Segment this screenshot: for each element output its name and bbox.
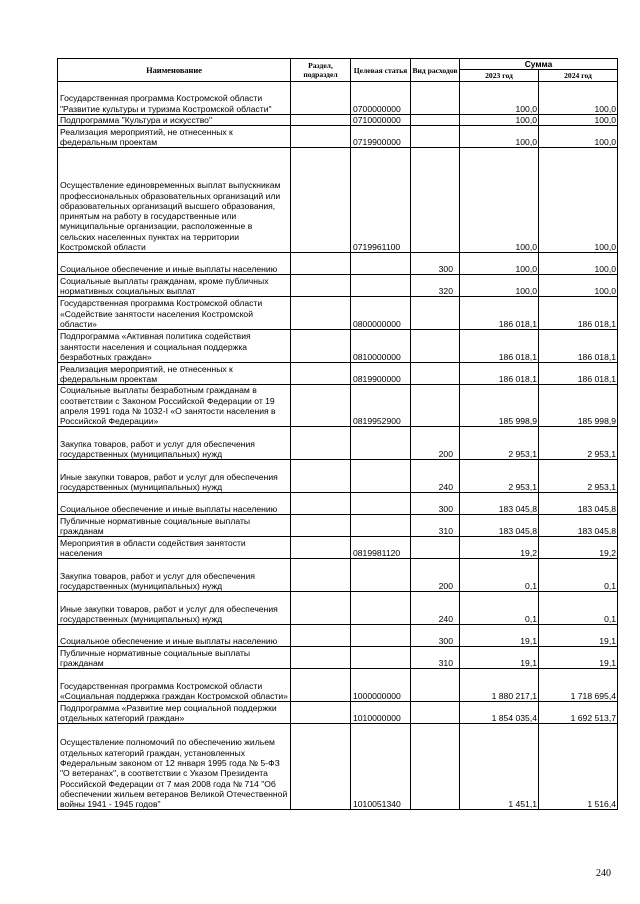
- row-sum-2024: 19,2: [539, 537, 618, 559]
- row-target: [351, 275, 411, 297]
- row-name: Социальные выплаты гражданам, кроме публичных нормативных социальных выплат: [58, 275, 291, 297]
- row-section: [291, 253, 351, 275]
- row-sum-2024: 2 953,1: [539, 427, 618, 460]
- row-name: Социальные выплаты безработным гражданам в соответствии с Законом Российской Федерации от 19 апреля 1991 года № 1032-I «О занятости населения в Российской Федерации»: [58, 385, 291, 427]
- row-sum-2024: 1 516,4: [539, 724, 618, 810]
- row-expense-type: [411, 330, 460, 363]
- row-expense-type: [411, 385, 460, 427]
- row-sum-2023: 0,1: [460, 592, 539, 625]
- page-number: 240: [596, 868, 611, 879]
- table-row: [58, 702, 618, 724]
- row-sum-2024: 100,0: [539, 253, 618, 275]
- row-name: Государственная программа Костромской области "Развитие культуры и туризма Костромской области": [58, 82, 291, 115]
- row-expense-type: [411, 724, 460, 810]
- row-target: 0719900000: [351, 126, 411, 148]
- row-section: [291, 148, 351, 253]
- header-target: Целевая статья: [351, 59, 411, 82]
- row-name: Иные закупки товаров, работ и услуг для обеспечения государственных (муниципальных) нужд: [58, 592, 291, 625]
- row-sum-2024: 100,0: [539, 275, 618, 297]
- row-sum-2023: 19,1: [460, 647, 539, 669]
- row-target: 0800000000: [351, 297, 411, 330]
- table-row: [58, 385, 618, 427]
- row-sum-2024: 2 953,1: [539, 460, 618, 493]
- row-name: Подпрограмма «Активная политика содействия занятости населения и социальная поддержка безработных граждан»: [58, 330, 291, 363]
- header-year-2024: 2024 год: [539, 70, 618, 82]
- row-sum-2023: 100,0: [460, 253, 539, 275]
- row-sum-2024: 1 692 513,7: [539, 702, 618, 724]
- row-target: [351, 559, 411, 592]
- row-name: Осуществление единовременных выплат выпускникам профессиональных образовательных организаций или образовательных организаций высшего образования, принятым на работу в государственные или муниципальные организации, расположенные в сельских населенных пунктах на территории Костромской области: [58, 148, 291, 253]
- row-sum-2023: 186 018,1: [460, 330, 539, 363]
- row-name: Социальное обеспечение и иные выплаты населению: [58, 493, 291, 515]
- row-sum-2023: 1 880 217,1: [460, 669, 539, 702]
- row-target: [351, 460, 411, 493]
- row-name: Государственная программа Костромской области «Содействие занятости населения Костромской области»: [58, 297, 291, 330]
- table-row: [58, 515, 618, 537]
- row-sum-2023: 2 953,1: [460, 427, 539, 460]
- row-target: 0819952900: [351, 385, 411, 427]
- row-section: [291, 427, 351, 460]
- budget-table-sheet: [57, 58, 617, 810]
- row-expense-type: 310: [411, 647, 460, 669]
- row-section: [291, 126, 351, 148]
- row-section: [291, 330, 351, 363]
- row-sum-2023: 1 451,1: [460, 724, 539, 810]
- row-sum-2024: 100,0: [539, 126, 618, 148]
- table-row: [58, 330, 618, 363]
- row-section: [291, 363, 351, 385]
- table-row: [58, 253, 618, 275]
- row-expense-type: 300: [411, 493, 460, 515]
- row-expense-type: 200: [411, 427, 460, 460]
- row-sum-2023: 100,0: [460, 126, 539, 148]
- row-expense-type: [411, 669, 460, 702]
- row-section: [291, 275, 351, 297]
- row-expense-type: [411, 537, 460, 559]
- row-expense-type: 320: [411, 275, 460, 297]
- row-section: [291, 702, 351, 724]
- budget-table: [57, 58, 618, 810]
- row-section: [291, 625, 351, 647]
- row-sum-2023: 183 045,8: [460, 493, 539, 515]
- row-name: Государственная программа Костромской области «Социальная поддержка граждан Костромской области»: [58, 669, 291, 702]
- table-body: [58, 82, 618, 810]
- row-expense-type: 300: [411, 625, 460, 647]
- table-row: [58, 592, 618, 625]
- row-sum-2023: 0,1: [460, 559, 539, 592]
- row-name: Публичные нормативные социальные выплаты гражданам: [58, 647, 291, 669]
- row-name: Иные закупки товаров, работ и услуг для обеспечения государственных (муниципальных) нужд: [58, 460, 291, 493]
- row-section: [291, 297, 351, 330]
- row-name: Осуществление полномочий по обеспечению жильем отдельных категорий граждан, установленных Федеральным законом от 12 января 1995 года № 5-ФЗ "О ветеранах", в соответствии с Указом Президента Российской Федерации от 7 мая 2008 года № 714 "Об обеспечении жильем ветеранов Великой Отечественной войны 1941 - 1945 годов": [58, 724, 291, 810]
- table-row: [58, 724, 618, 810]
- table-row: [58, 427, 618, 460]
- row-section: [291, 460, 351, 493]
- row-section: [291, 537, 351, 559]
- row-section: [291, 559, 351, 592]
- table-row: [58, 275, 618, 297]
- table-row: [58, 363, 618, 385]
- row-sum-2023: 100,0: [460, 275, 539, 297]
- row-sum-2024: 100,0: [539, 148, 618, 253]
- row-sum-2024: 1 718 695,4: [539, 669, 618, 702]
- row-expense-type: [411, 297, 460, 330]
- row-target: [351, 625, 411, 647]
- row-section: [291, 493, 351, 515]
- row-name: Реализация мероприятий, не отнесенных к федеральным проектам: [58, 126, 291, 148]
- row-expense-type: [411, 148, 460, 253]
- table-row: [58, 82, 618, 115]
- row-expense-type: [411, 702, 460, 724]
- row-expense-type: 240: [411, 592, 460, 625]
- row-sum-2024: 19,1: [539, 625, 618, 647]
- row-expense-type: [411, 126, 460, 148]
- row-name: Закупка товаров, работ и услуг для обеспечения государственных (муниципальных) нужд: [58, 559, 291, 592]
- row-sum-2023: 186 018,1: [460, 363, 539, 385]
- row-name: Социальное обеспечение и иные выплаты населению: [58, 253, 291, 275]
- row-section: [291, 82, 351, 115]
- row-sum-2024: 183 045,8: [539, 515, 618, 537]
- row-sum-2024: 19,1: [539, 647, 618, 669]
- row-expense-type: 200: [411, 559, 460, 592]
- row-target: [351, 647, 411, 669]
- row-target: 0710000000: [351, 115, 411, 126]
- row-sum-2023: 186 018,1: [460, 297, 539, 330]
- row-expense-type: [411, 363, 460, 385]
- row-section: [291, 592, 351, 625]
- table-row: [58, 625, 618, 647]
- row-sum-2023: 1 854 035,4: [460, 702, 539, 724]
- row-target: [351, 427, 411, 460]
- row-sum-2024: 0,1: [539, 592, 618, 625]
- table-row: [58, 559, 618, 592]
- table-row: [58, 647, 618, 669]
- row-name: Публичные нормативные социальные выплаты гражданам: [58, 515, 291, 537]
- table-row: [58, 115, 618, 126]
- table-row: [58, 297, 618, 330]
- row-sum-2024: 186 018,1: [539, 330, 618, 363]
- table-row: [58, 493, 618, 515]
- header-name: Наименование: [58, 59, 291, 82]
- row-target: 0819900000: [351, 363, 411, 385]
- row-section: [291, 669, 351, 702]
- row-expense-type: 310: [411, 515, 460, 537]
- row-sum-2024: 186 018,1: [539, 297, 618, 330]
- row-name: Мероприятия в области содействия занятости населения: [58, 537, 291, 559]
- row-target: 0700000000: [351, 82, 411, 115]
- row-sum-2024: 0,1: [539, 559, 618, 592]
- row-sum-2023: 185 998,9: [460, 385, 539, 427]
- table-row: [58, 126, 618, 148]
- row-sum-2023: 100,0: [460, 148, 539, 253]
- header-section: Раздел, подраздел: [291, 59, 351, 82]
- row-expense-type: 300: [411, 253, 460, 275]
- row-target: 1010051340: [351, 724, 411, 810]
- row-target: 1010000000: [351, 702, 411, 724]
- row-section: [291, 115, 351, 126]
- row-name: Закупка товаров, работ и услуг для обеспечения государственных (муниципальных) нужд: [58, 427, 291, 460]
- row-expense-type: 240: [411, 460, 460, 493]
- row-target: [351, 253, 411, 275]
- header-expense-type: Вид расходов: [411, 59, 460, 82]
- row-sum-2024: 100,0: [539, 115, 618, 126]
- row-expense-type: [411, 115, 460, 126]
- row-sum-2024: 186 018,1: [539, 363, 618, 385]
- header-sum: Сумма: [460, 59, 618, 70]
- row-name: Подпрограмма "Культура и искусство": [58, 115, 291, 126]
- row-name: Реализация мероприятий, не отнесенных к федеральным проектам: [58, 363, 291, 385]
- row-target: [351, 493, 411, 515]
- row-name: Подпрограмма «Развитие мер социальной поддержки отдельных категорий граждан»: [58, 702, 291, 724]
- table-row: [58, 537, 618, 559]
- row-section: [291, 647, 351, 669]
- row-target: 0719961100: [351, 148, 411, 253]
- row-sum-2024: 100,0: [539, 82, 618, 115]
- row-expense-type: [411, 82, 460, 115]
- row-target: [351, 515, 411, 537]
- row-target: 0819981120: [351, 537, 411, 559]
- row-sum-2023: 19,2: [460, 537, 539, 559]
- row-sum-2023: 100,0: [460, 115, 539, 126]
- header-year-2023: 2023 год: [460, 70, 539, 82]
- row-target: [351, 592, 411, 625]
- row-sum-2024: 183 045,8: [539, 493, 618, 515]
- row-target: 1000000000: [351, 669, 411, 702]
- row-target: 0810000000: [351, 330, 411, 363]
- row-sum-2023: 183 045,8: [460, 515, 539, 537]
- table-row: [58, 669, 618, 702]
- row-sum-2023: 2 953,1: [460, 460, 539, 493]
- row-section: [291, 515, 351, 537]
- row-sum-2023: 19,1: [460, 625, 539, 647]
- row-section: [291, 385, 351, 427]
- row-sum-2023: 100,0: [460, 82, 539, 115]
- table-row: [58, 460, 618, 493]
- row-sum-2024: 185 998,9: [539, 385, 618, 427]
- row-name: Социальное обеспечение и иные выплаты населению: [58, 625, 291, 647]
- table-row: [58, 148, 618, 253]
- row-section: [291, 724, 351, 810]
